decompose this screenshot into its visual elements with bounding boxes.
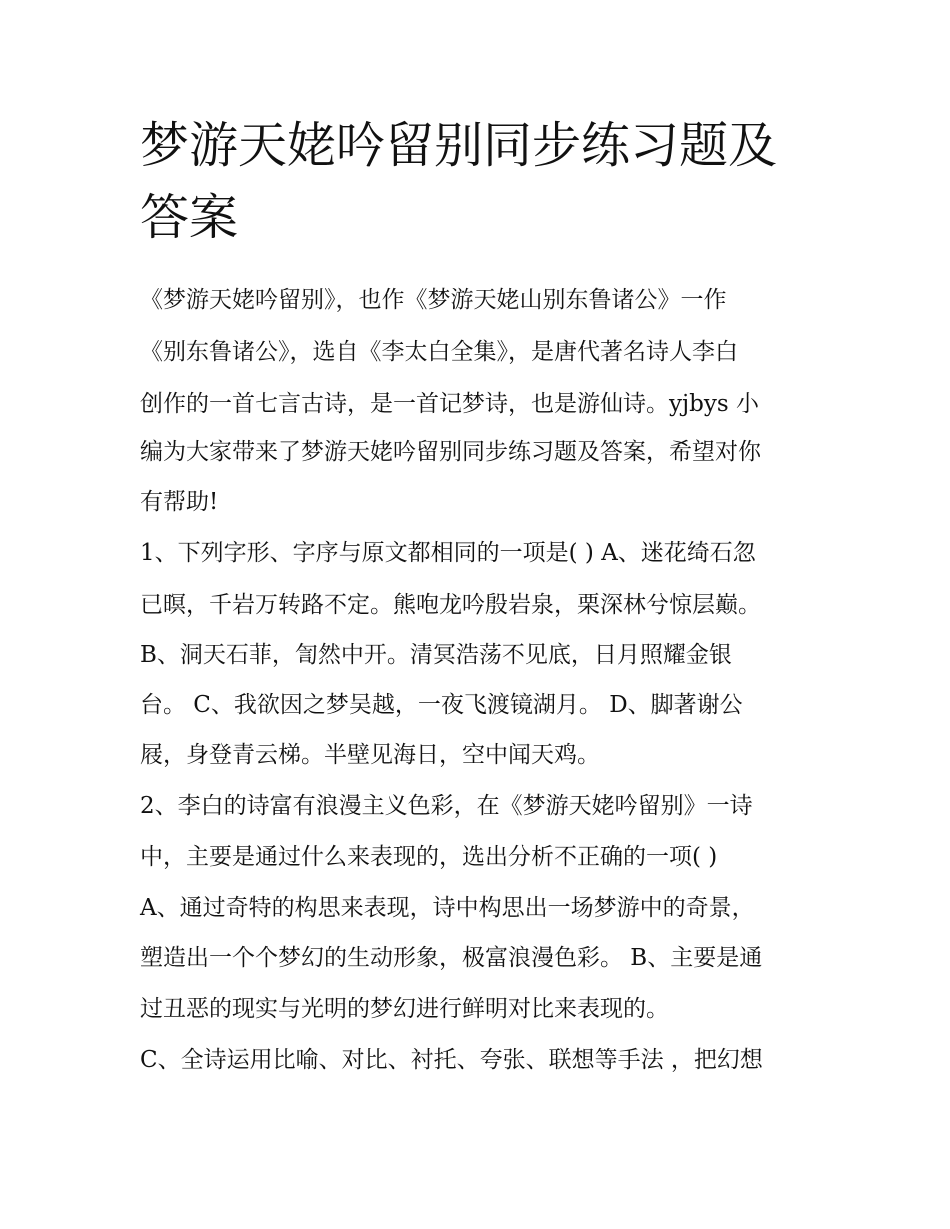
text-line: C、全诗运用比喻、对比、衬托、夸张、联想等手法 ，把幻想 bbox=[140, 1047, 763, 1073]
text-line: 中，主要是通过什么来表现的，选出分析不正确的一项( ) bbox=[140, 844, 718, 870]
document-title: 梦游天姥吟留别同步练习题及 答案 bbox=[140, 117, 778, 246]
text-line: 《别东鲁诸公》，选自《李太白全集》，是唐代著名诗人李白 bbox=[140, 339, 738, 365]
text-line: B、洞天石菲，訇然中开。清冥浩荡不见底，日月照耀金银 bbox=[140, 642, 732, 668]
text-line: 塑造出一个个梦幻的生动形象，极富浪漫色彩。 B、主要是通 bbox=[140, 945, 763, 971]
text-line: 1、下列字形、字序与原文都相同的一项是( ) A、迷花绮石忽 bbox=[140, 540, 756, 566]
text-line: 过丑恶的现实与光明的梦幻进行鲜明对比来表现的。 bbox=[140, 996, 669, 1022]
text-line: 《梦游天姥吟留别》，也作《梦游天姥山别东鲁诸公》一作 bbox=[140, 287, 727, 313]
text-line: A、通过奇特的构思来表现，诗中构思出一场梦游中的奇景， bbox=[140, 895, 755, 921]
text-line: 编为大家带来了梦游天姥吟留别同步练习题及答案，希望对你 bbox=[140, 439, 761, 465]
text-line: 创作的一首七言古诗，是一首记梦诗，也是游仙诗。yjbys 小 bbox=[140, 391, 759, 417]
text-line: 已暝，千岩万转路不定。熊咆龙吟殷岩泉，栗深林兮惊层巅。 bbox=[140, 592, 761, 618]
text-line: 屐，身登青云梯。半壁见海日，空中闻天鸡。 bbox=[140, 742, 600, 768]
text-line: 台。 C、我欲因之梦吴越，一夜飞渡镜湖月。 D、脚著谢公 bbox=[140, 692, 743, 718]
text-line: 2、李白的诗富有浪漫主义色彩，在《梦游天姥吟留别》一诗 bbox=[140, 793, 753, 819]
text-line: 有帮助! bbox=[140, 489, 219, 515]
